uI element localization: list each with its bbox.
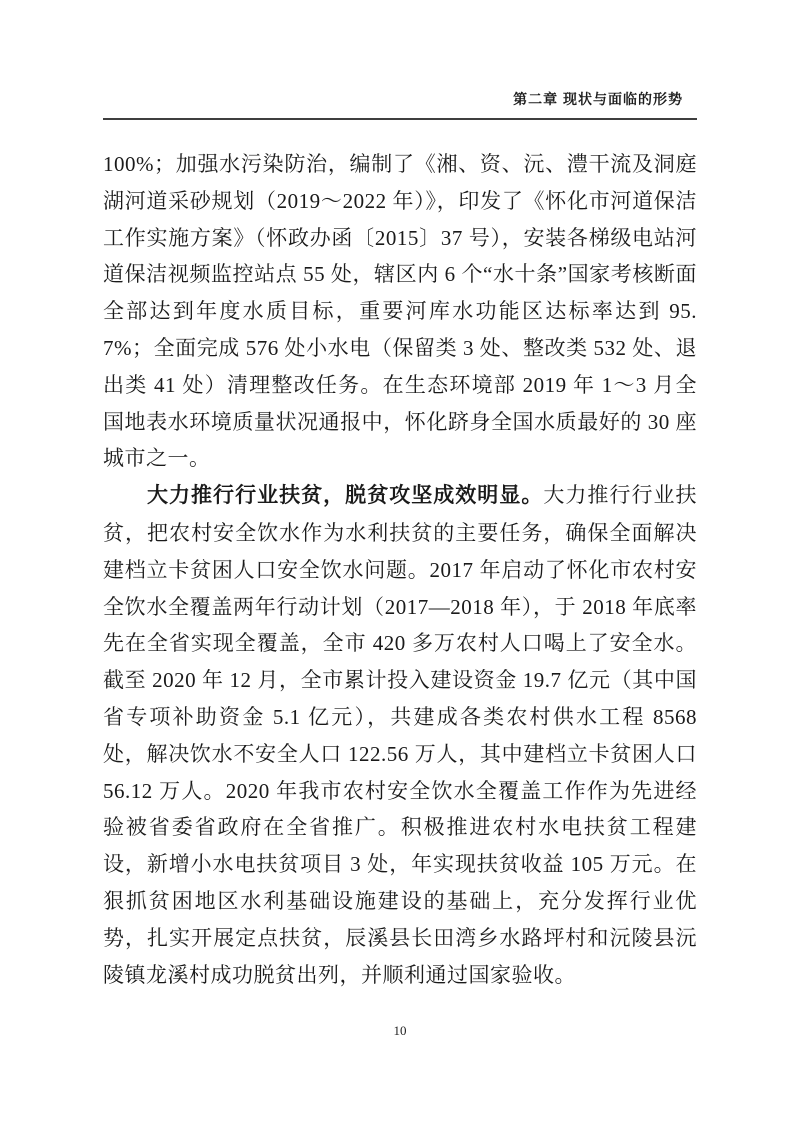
paragraph-continuation (103, 146, 697, 477)
header-divider (103, 118, 697, 120)
chapter-header-title: 第二章 现状与面临的形势 (513, 91, 683, 107)
paragraph-poverty-alleviation (103, 477, 697, 993)
paragraph-text: 100%；加强水污染防治，编制了《湘、资、沅、澧干流及洞庭湖河道采砂规划（2019～2022 年）》，印发了《怀化市河道保洁工作实施方案》（怀政办函〔2015〕37 号），安装各梯级电站河道保洁视频监控站点 55 处，辖区内 6 个“水十条”国家考核断面全部达到年度水质目标，重要河库水功能区达标率达到 95.7%；全面完成 576 处小水电（保留类 3 处、整改类 532 处、退出类 41 处）清理整改任务。在生态环境部 2019 年 1～3 月全国地表水环境质量状况通报中，怀化跻身全国水质最好的 30 座城市之一。 (103, 152, 697, 471)
page-header (103, 0, 697, 120)
paragraph-bold-lead: 大力推行行业扶贫，脱贫攻坚成效明显。 (147, 484, 544, 508)
document-body (103, 146, 697, 993)
page-footer (103, 1022, 697, 1040)
paragraph-text: 大力推行行业扶贫，把农村安全饮水作为水利扶贫的主要任务，确保全面解决建档立卡贫困人口安全饮水问题。2017 年启动了怀化市农村安全饮水全覆盖两年行动计划（2017—2018 年），于 2018 年底率先在全省实现全覆盖，全市 420 多万农村人口喝上了安全水。截至 2020 年 12 月，全市累计投入建设资金 19.7 亿元（其中国省专项补助资金 5.1 亿元），共建成各类农村供水工程 8568 处，解决饮水不安全人口 122.56 万人，其中建档立卡贫困人口 56.12 万人。2020 年我市农村安全饮水全覆盖工作作为先进经验被省委省政府在全省推广。积极推进农村水电扶贫工程建设，新增小水电扶贫项目 3 处，年实现扶贫收益 105 万元。在狠抓贫困地区水利基础设施建设的基础上，充分发挥行业优势，扎实开展定点扶贫，辰溪县长田湾乡水路坪村和沅陵县沅陵镇龙溪村成功脱贫出列，并顺利通过国家验收。 (103, 483, 697, 987)
page-number: 10 (393, 1023, 407, 1038)
